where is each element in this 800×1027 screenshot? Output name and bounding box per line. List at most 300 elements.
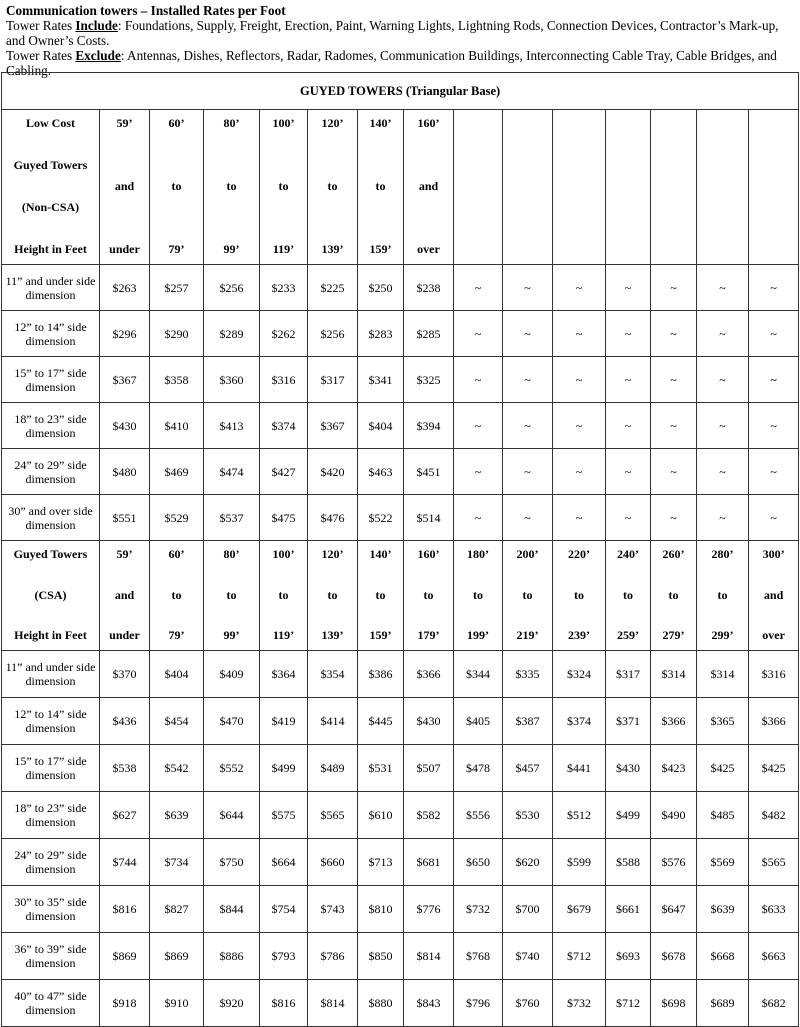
rate-cell: $610 <box>358 792 404 839</box>
height-header-line: 220’ <box>568 547 590 561</box>
rate-cell: $538 <box>100 745 150 792</box>
rate-cell: $404 <box>150 651 204 698</box>
rate-cell: $565 <box>749 839 799 886</box>
rate-cell: $436 <box>100 698 150 745</box>
height-header-line: 179’ <box>417 628 440 642</box>
non-csa-label-line: Guyed Towers <box>13 158 88 172</box>
rate-cell: ~ <box>454 357 503 403</box>
height-header-line: to <box>171 179 182 193</box>
rate-cell: ~ <box>454 311 503 357</box>
table-row <box>2 449 799 495</box>
table-row <box>2 886 799 933</box>
table-row <box>2 745 799 792</box>
rate-cell: $827 <box>150 886 204 933</box>
csa-header-row <box>2 541 799 651</box>
rate-cell: $316 <box>749 651 799 698</box>
height-header-line: 139’ <box>321 242 344 256</box>
rate-cell: $663 <box>749 933 799 980</box>
rate-cell: $910 <box>150 980 204 1027</box>
rate-cell: $644 <box>204 792 260 839</box>
rate-cell: $425 <box>749 745 799 792</box>
rate-cell: ~ <box>651 357 697 403</box>
rate-cell: $754 <box>260 886 308 933</box>
non-csa-height-header <box>260 110 308 265</box>
csa-height-header <box>308 541 358 651</box>
rate-cell: $810 <box>358 886 404 933</box>
rate-cell: ~ <box>503 357 553 403</box>
rate-cell: $365 <box>697 698 749 745</box>
non-csa-height-header <box>553 110 606 265</box>
document-title: Communication towers – Installed Rates per Foot <box>6 3 286 18</box>
non-csa-side-dimension-label: 24” to 29” side dimension <box>2 449 100 495</box>
rate-cell: ~ <box>606 449 651 495</box>
rates-table <box>1 72 799 1027</box>
height-header-line: to <box>668 587 679 602</box>
rate-cell: ~ <box>606 495 651 541</box>
height-header-line: 140’ <box>369 116 392 130</box>
rate-cell: $409 <box>204 651 260 698</box>
rate-cell: $374 <box>553 698 606 745</box>
rate-cell: $740 <box>503 933 553 980</box>
height-header-line: over <box>762 628 785 642</box>
csa-height-header <box>404 541 454 651</box>
rate-cell: $341 <box>358 357 404 403</box>
table-row <box>2 403 799 449</box>
rate-cell: $360 <box>204 357 260 403</box>
rate-cell: $661 <box>606 886 651 933</box>
csa-side-dimension-label: 24” to 29” side dimension <box>2 839 100 886</box>
rate-cell: $256 <box>204 265 260 311</box>
height-header-line: under <box>109 242 140 256</box>
rate-cell: $668 <box>697 933 749 980</box>
rate-cell: $386 <box>358 651 404 698</box>
rate-cell: $441 <box>553 745 606 792</box>
rate-cell: ~ <box>454 265 503 311</box>
csa-height-header <box>651 541 697 651</box>
non-csa-side-dimension-label: 12” to 14” side dimension <box>2 311 100 357</box>
non-csa-height-header <box>606 110 651 265</box>
height-header-line: 99’ <box>223 242 240 256</box>
rate-cell: $678 <box>651 933 697 980</box>
height-header-line: 59’ <box>116 116 133 130</box>
rate-cell: $682 <box>749 980 799 1027</box>
rate-cell: $542 <box>150 745 204 792</box>
rate-cell: $358 <box>150 357 204 403</box>
rate-cell: $482 <box>749 792 799 839</box>
rate-cell: ~ <box>454 449 503 495</box>
table-row <box>2 651 799 698</box>
rate-cell: ~ <box>749 357 799 403</box>
rate-cell: ~ <box>697 449 749 495</box>
include-keyword: Include <box>75 18 118 33</box>
height-header-line: to <box>717 587 728 602</box>
rate-cell: $599 <box>553 839 606 886</box>
non-csa-label-line: Height in Feet <box>14 242 87 256</box>
rate-cell: $529 <box>150 495 204 541</box>
rate-cell: $404 <box>358 403 404 449</box>
exclude-keyword: Exclude <box>75 48 121 63</box>
height-header-line: 219’ <box>516 628 539 642</box>
height-header-line: 120’ <box>321 116 344 130</box>
rate-cell: $410 <box>150 403 204 449</box>
height-header-line: 60’ <box>168 116 185 130</box>
rate-cell: ~ <box>697 495 749 541</box>
rate-cell: $732 <box>553 980 606 1027</box>
rate-cell: $776 <box>404 886 454 933</box>
rate-cell: $314 <box>651 651 697 698</box>
height-header-line: to <box>278 179 289 193</box>
rate-cell: ~ <box>697 311 749 357</box>
rate-cell: $660 <box>308 839 358 886</box>
rate-cell: ~ <box>553 265 606 311</box>
table-row <box>2 698 799 745</box>
csa-height-header <box>749 541 799 651</box>
rate-cell: ~ <box>651 265 697 311</box>
rate-cell: ~ <box>454 403 503 449</box>
rate-cell: ~ <box>553 495 606 541</box>
rate-cell: $423 <box>651 745 697 792</box>
non-csa-header-row <box>2 110 799 265</box>
rate-cell: $405 <box>454 698 503 745</box>
rate-cell: ~ <box>749 495 799 541</box>
height-header-line: 140’ <box>369 547 392 561</box>
caption-row <box>2 73 799 110</box>
rate-cell: $367 <box>308 403 358 449</box>
non-csa-side-dimension-label: 15” to 17” side dimension <box>2 357 100 403</box>
intro-block <box>0 0 800 78</box>
rate-cell: $732 <box>454 886 503 933</box>
rate-cell: $565 <box>308 792 358 839</box>
csa-height-header <box>553 541 606 651</box>
rate-cell: ~ <box>697 265 749 311</box>
height-header-line: to <box>574 587 584 602</box>
height-header-line: under <box>109 628 140 642</box>
csa-side-dimension-label: 18” to 23” side dimension <box>2 792 100 839</box>
non-csa-label-line: (Non-CSA) <box>21 200 80 214</box>
csa-height-header <box>454 541 503 651</box>
height-header-line: 119’ <box>272 628 295 642</box>
rate-cell: $289 <box>204 311 260 357</box>
rate-cell: $454 <box>150 698 204 745</box>
height-header-line: 59’ <box>116 547 133 561</box>
rate-cell: $324 <box>553 651 606 698</box>
rate-cell: $476 <box>308 495 358 541</box>
rate-cell: $366 <box>651 698 697 745</box>
rate-cell: $816 <box>100 886 150 933</box>
rate-cell: ~ <box>503 311 553 357</box>
rate-cell: $664 <box>260 839 308 886</box>
rate-cell: $918 <box>100 980 150 1027</box>
rate-cell: $325 <box>404 357 454 403</box>
non-csa-height-header <box>651 110 697 265</box>
rate-cell: $744 <box>100 839 150 886</box>
csa-height-header <box>150 541 204 651</box>
csa-label-line: Height in Feet <box>14 628 87 642</box>
rate-cell: $575 <box>260 792 308 839</box>
include-prefix: Tower Rates <box>6 18 76 33</box>
rate-cell: $639 <box>150 792 204 839</box>
rate-cell: $430 <box>404 698 454 745</box>
rate-cell: $233 <box>260 265 308 311</box>
rate-cell: $370 <box>100 651 150 698</box>
height-header-line: to <box>226 587 237 602</box>
rate-cell: $366 <box>749 698 799 745</box>
include-line <box>6 18 794 48</box>
height-header-line: to <box>423 587 434 602</box>
rate-cell: $627 <box>100 792 150 839</box>
rate-cell: ~ <box>651 495 697 541</box>
rate-cell: $414 <box>308 698 358 745</box>
rate-cell: $374 <box>260 403 308 449</box>
rate-cell: $430 <box>606 745 651 792</box>
rate-cell: ~ <box>606 311 651 357</box>
rate-cell: ~ <box>749 449 799 495</box>
rate-cell: $693 <box>606 933 651 980</box>
rate-cell: ~ <box>651 403 697 449</box>
height-header-line: to <box>327 587 338 602</box>
rate-cell: $478 <box>454 745 503 792</box>
table-row <box>2 980 799 1027</box>
csa-side-dimension-label: 11” and under side dimension <box>2 651 100 698</box>
rate-cell: $551 <box>100 495 150 541</box>
rate-cell: $344 <box>454 651 503 698</box>
rate-cell: $650 <box>454 839 503 886</box>
height-header-line: to <box>226 179 237 193</box>
rate-cell: $556 <box>454 792 503 839</box>
height-header-line: 279’ <box>662 628 685 642</box>
height-header-line: 99’ <box>223 628 240 642</box>
rate-cell: ~ <box>749 403 799 449</box>
rate-cell: $490 <box>651 792 697 839</box>
height-header-line: 120’ <box>321 547 344 561</box>
rate-cell: $290 <box>150 311 204 357</box>
csa-height-header <box>100 541 150 651</box>
height-header-line: 300’ <box>762 547 785 561</box>
height-header-line: and <box>418 179 439 193</box>
rate-cell: $639 <box>697 886 749 933</box>
csa-height-header <box>503 541 553 651</box>
rate-cell: $647 <box>651 886 697 933</box>
height-header-line: 180’ <box>467 547 489 561</box>
rate-cell: $816 <box>260 980 308 1027</box>
rate-cell: $427 <box>260 449 308 495</box>
height-header-line: to <box>473 587 483 602</box>
rate-cell: $366 <box>404 651 454 698</box>
rate-cell: $814 <box>308 980 358 1027</box>
rate-cell: ~ <box>749 311 799 357</box>
rate-cell: $474 <box>204 449 260 495</box>
rate-cell: ~ <box>749 265 799 311</box>
height-header-line: 119’ <box>272 242 295 256</box>
rate-cell: $420 <box>308 449 358 495</box>
height-header-line: 240’ <box>617 547 639 561</box>
rate-cell: $793 <box>260 933 308 980</box>
rate-cell: $814 <box>404 933 454 980</box>
csa-side-dimension-label: 15” to 17” side dimension <box>2 745 100 792</box>
rate-cell: $681 <box>404 839 454 886</box>
rate-cell: $263 <box>100 265 150 311</box>
rate-cell: $489 <box>308 745 358 792</box>
table-row <box>2 839 799 886</box>
exclude-prefix: Tower Rates <box>6 48 76 63</box>
rate-cell: $317 <box>606 651 651 698</box>
rate-cell: $296 <box>100 311 150 357</box>
height-header-line: 79’ <box>168 628 185 642</box>
csa-side-dimension-label: 30” to 35” side dimension <box>2 886 100 933</box>
non-csa-height-header <box>749 110 799 265</box>
rate-cell: $522 <box>358 495 404 541</box>
rate-cell: $886 <box>204 933 260 980</box>
rate-cell: $880 <box>358 980 404 1027</box>
rate-cell: $531 <box>358 745 404 792</box>
rate-cell: $480 <box>100 449 150 495</box>
rate-cell: $430 <box>100 403 150 449</box>
csa-side-dimension-label: 36” to 39” side dimension <box>2 933 100 980</box>
height-header-line: to <box>375 179 386 193</box>
rate-cell: ~ <box>553 311 606 357</box>
rate-cell: ~ <box>454 495 503 541</box>
non-csa-row-header <box>2 110 100 265</box>
rate-cell: $796 <box>454 980 503 1027</box>
rate-cell: ~ <box>553 403 606 449</box>
rate-cell: ~ <box>651 311 697 357</box>
rate-cell: $475 <box>260 495 308 541</box>
table-row <box>2 357 799 403</box>
rate-cell: $256 <box>308 311 358 357</box>
rate-cell: $552 <box>204 745 260 792</box>
rate-cell: ~ <box>697 357 749 403</box>
csa-height-header <box>204 541 260 651</box>
height-header-line: to <box>171 587 182 602</box>
rate-cell: $499 <box>260 745 308 792</box>
rate-cell: $869 <box>100 933 150 980</box>
rate-cell: $620 <box>503 839 553 886</box>
height-header-line: 160’ <box>417 547 440 561</box>
height-header-line: to <box>522 587 533 602</box>
table-row <box>2 792 799 839</box>
rate-cell: $507 <box>404 745 454 792</box>
rate-cell: $569 <box>697 839 749 886</box>
height-header-line: 259’ <box>617 628 639 642</box>
rate-cell: $457 <box>503 745 553 792</box>
rate-cell: ~ <box>697 403 749 449</box>
rate-cell: $869 <box>150 933 204 980</box>
rate-cell: $713 <box>358 839 404 886</box>
table-row <box>2 265 799 311</box>
rate-cell: $786 <box>308 933 358 980</box>
rate-cell: $700 <box>503 886 553 933</box>
rate-cell: $588 <box>606 839 651 886</box>
include-text: : Foundations, Supply, Freight, Erection, Paint, Warning Lights, Lightning Rods, Connection Devices, Contractor’s Mark-up, and Owner’s Costs. <box>6 18 779 48</box>
height-header-line: and <box>114 179 135 193</box>
rate-cell: $920 <box>204 980 260 1027</box>
table-row <box>2 933 799 980</box>
rate-cell: $734 <box>150 839 204 886</box>
rate-cell: $413 <box>204 403 260 449</box>
rate-cell: $225 <box>308 265 358 311</box>
rate-cell: $354 <box>308 651 358 698</box>
rate-cell: $316 <box>260 357 308 403</box>
rate-cell: $285 <box>404 311 454 357</box>
rate-cell: $576 <box>651 839 697 886</box>
height-header-line: 139’ <box>321 628 344 642</box>
non-csa-height-header <box>358 110 404 265</box>
rate-cell: $335 <box>503 651 553 698</box>
rate-cell: $371 <box>606 698 651 745</box>
non-csa-height-header <box>454 110 503 265</box>
non-csa-height-header <box>404 110 454 265</box>
non-csa-height-header <box>100 110 150 265</box>
height-header-line: 60’ <box>168 547 185 561</box>
rate-cell: ~ <box>553 357 606 403</box>
height-header-line: 79’ <box>168 242 185 256</box>
rate-cell: $582 <box>404 792 454 839</box>
height-header-line: and <box>763 587 784 602</box>
csa-side-dimension-label: 12” to 14” side dimension <box>2 698 100 745</box>
non-csa-height-header <box>697 110 749 265</box>
height-header-line: 80’ <box>223 547 240 561</box>
height-header-line: 239’ <box>568 628 590 642</box>
rate-cell: $485 <box>697 792 749 839</box>
csa-height-header <box>606 541 651 651</box>
rate-cell: $712 <box>606 980 651 1027</box>
rate-cell: $844 <box>204 886 260 933</box>
height-header-line: 159’ <box>369 242 392 256</box>
height-header-line: 100’ <box>272 116 295 130</box>
rate-cell: $689 <box>697 980 749 1027</box>
rate-cell: $679 <box>553 886 606 933</box>
rate-cell: ~ <box>651 449 697 495</box>
csa-label-line: (CSA) <box>34 587 67 602</box>
rate-cell: $445 <box>358 698 404 745</box>
rate-cell: $743 <box>308 886 358 933</box>
non-csa-label-line: Low Cost <box>25 116 75 130</box>
height-header-line: over <box>417 242 440 256</box>
height-header-line: 199’ <box>467 628 489 642</box>
csa-height-header <box>260 541 308 651</box>
non-csa-height-header <box>308 110 358 265</box>
height-header-line: 160’ <box>417 116 440 130</box>
rate-cell: $760 <box>503 980 553 1027</box>
rate-cell: $537 <box>204 495 260 541</box>
rate-cell: ~ <box>503 449 553 495</box>
rate-cell: $419 <box>260 698 308 745</box>
non-csa-side-dimension-label: 11” and under side dimension <box>2 265 100 311</box>
rate-cell: $238 <box>404 265 454 311</box>
non-csa-height-header <box>503 110 553 265</box>
height-header-line: to <box>327 179 338 193</box>
height-header-line: to <box>375 587 386 602</box>
height-header-line: 200’ <box>516 547 539 561</box>
rate-cell: $698 <box>651 980 697 1027</box>
table-caption: GUYED TOWERS (Triangular Base) <box>2 73 799 110</box>
non-csa-height-header <box>204 110 260 265</box>
non-csa-height-header <box>150 110 204 265</box>
rate-cell: ~ <box>553 449 606 495</box>
rate-cell: $530 <box>503 792 553 839</box>
rate-cell: $470 <box>204 698 260 745</box>
rate-cell: $250 <box>358 265 404 311</box>
rate-cell: $512 <box>553 792 606 839</box>
non-csa-side-dimension-label: 18” to 23” side dimension <box>2 403 100 449</box>
height-header-line: 260’ <box>662 547 685 561</box>
rate-cell: $314 <box>697 651 749 698</box>
rate-cell: ~ <box>503 265 553 311</box>
rate-cell: ~ <box>503 495 553 541</box>
height-header-line: 100’ <box>272 547 295 561</box>
height-header-line: 299’ <box>711 628 734 642</box>
rate-cell: $387 <box>503 698 553 745</box>
